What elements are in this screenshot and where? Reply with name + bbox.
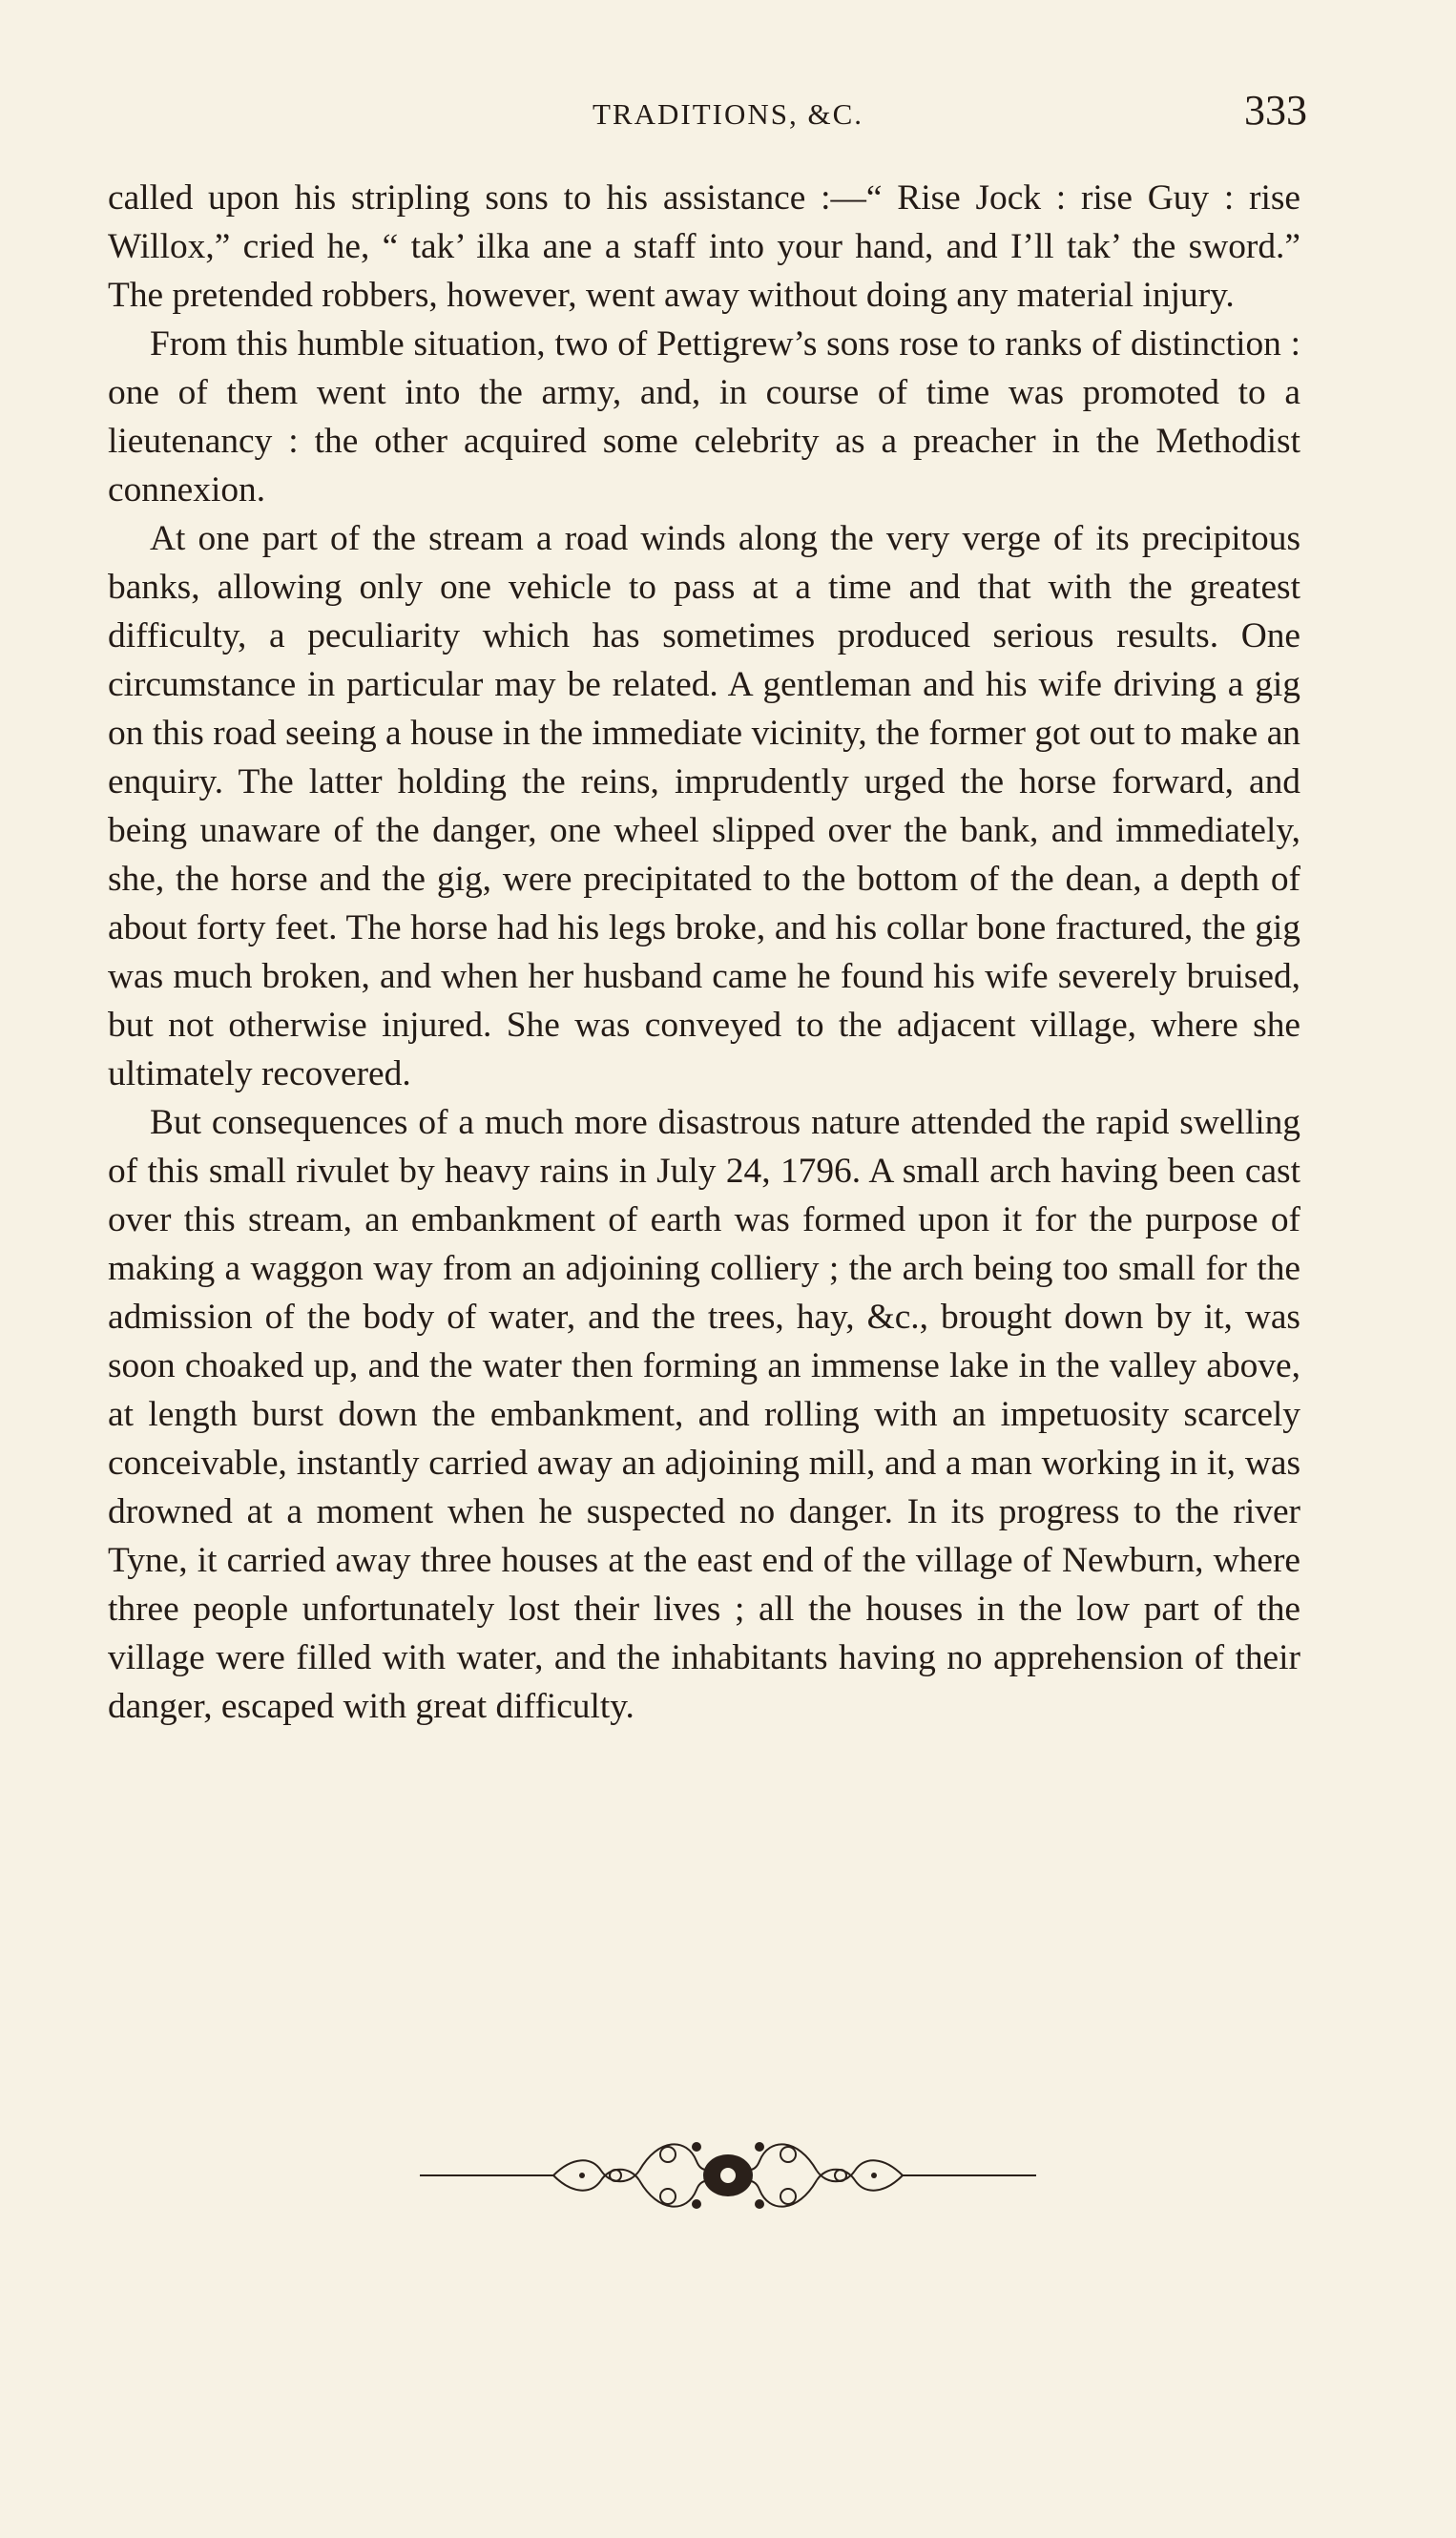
paragraph-pettigrew-sons: From this humble situation, two of Pettigrew’s sons rose to ranks of distinction : one of them went into the army, and, in course of time was promoted to a lieutenancy : the other acquired some celebrity as a preacher in the Methodist connexion. <box>108 324 1300 510</box>
decorative-flourish-icon <box>410 2118 1046 2233</box>
body-text <box>108 174 1300 1731</box>
running-head-title: TRADITIONS, &C. <box>592 97 864 131</box>
paragraph-road-accident: At one part of the stream a road winds along the very verge of its precipitous banks, allowing only one vehicle to pass at a time and that with the greatest difficulty, a peculiarity which has sometimes produced serious results. One circumstance in particular may be related. A gentleman and his wife driving a gig on this road seeing a house in the immediate vicinity, the former got out to make an enquiry. The latter holding the reins, imprudently urged the horse forward, and being unaware of the danger, one wheel slipped over the bank, and immediately, she, the horse and the gig, were precipitated to the bottom of the dean, a depth of about forty feet. The horse had his legs broke, and his collar bone fractured, the gig was much broken, and when her husband came he found his wife severely bruised, but not otherwise injured. She was conveyed to the adjacent village, where she ultimately recovered. <box>108 519 1300 1093</box>
paragraph-continued: called upon his stripling sons to his assistance :—“ Rise Jock : rise Guy : rise Willox,” cried he, “ tak’ ilka ane a staff into your hand, and I’ll tak’ the sword.” The pretended robbers, however, went away without doing any material injury. <box>108 178 1300 315</box>
page-number: 333 <box>1244 87 1307 134</box>
running-head <box>0 82 1456 139</box>
paragraph-flood-1796: But consequences of a much more disastrous nature attended the rapid swelling of this small rivulet by heavy rains in July 24, 1796. A small arch having been cast over this stream, an embankment of earth was formed upon it for the purpose of making a waggon way from an adjoining colliery ; the arch being too small for the admission of the body of water, and the trees, hay, &c., brought down by it, was soon choaked up, and the water then forming an immense lake in the valley above, at length burst down the embankment, and rolling with an impetuosity scarcely conceivable, instantly carried away an adjoining mill, and a man working in it, was drowned at a moment when he suspected no danger. In its progress to the river Tyne, it carried away three houses at the east end of the village of Newburn, where three people unfortunately lost their lives ; all the houses in the low part of the village were filled with water, and the inhabitants having no apprehension of their danger, escaped with great difficulty. <box>108 1103 1300 1726</box>
